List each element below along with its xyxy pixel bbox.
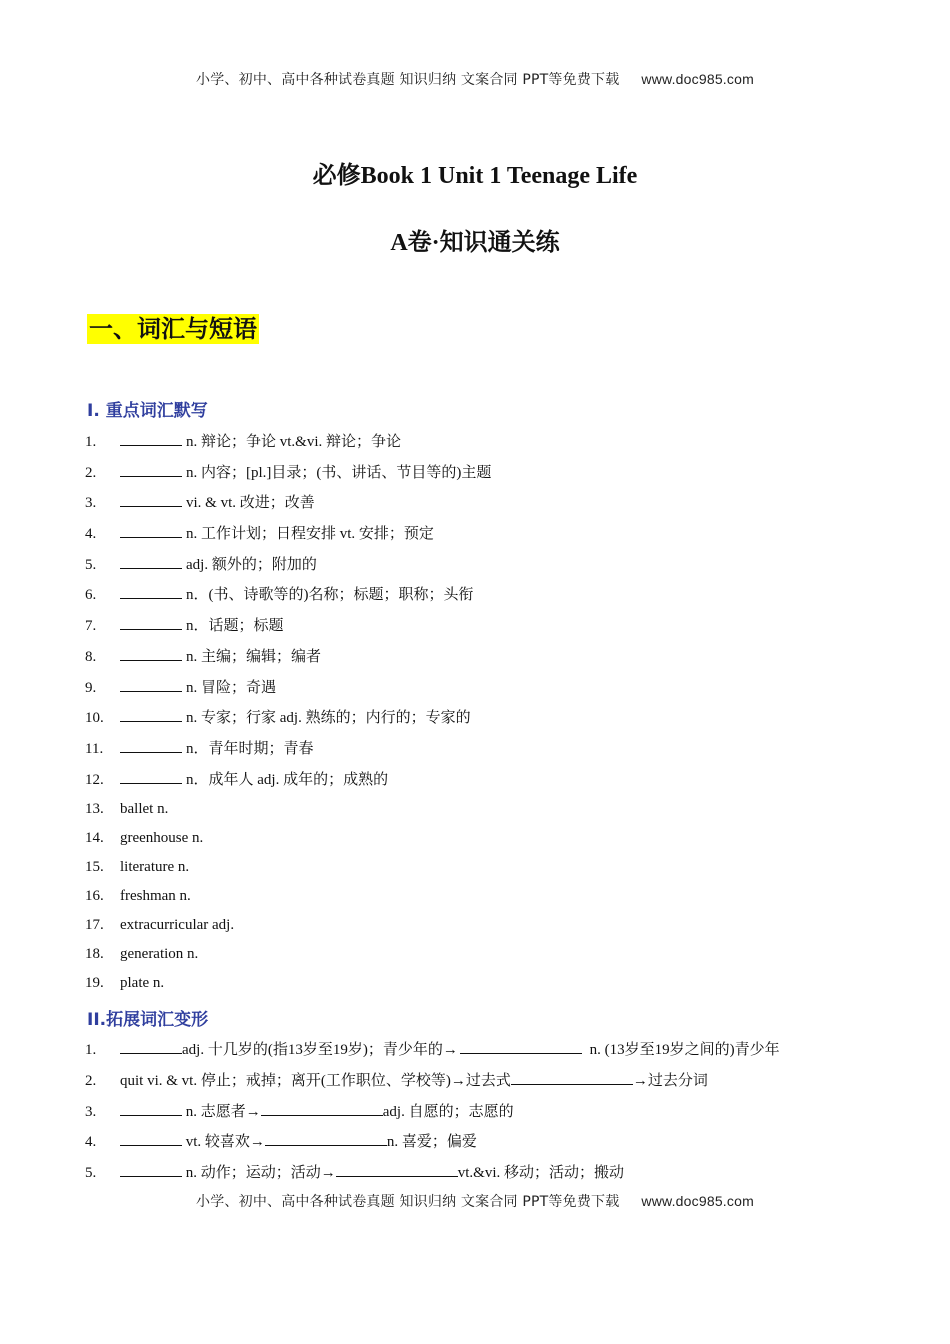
item-text: n．青年时期；青春 [186,740,314,757]
answer-blank[interactable] [120,769,182,784]
item-number: 6. [85,587,97,604]
item-number: 2. [85,464,97,481]
item-number: 5. [85,1165,97,1182]
answer-blank[interactable] [120,738,182,753]
list-item [85,882,910,911]
list-item [85,519,910,550]
header-site: www.doc985.com [641,71,754,87]
item-text: literature n. [120,859,190,875]
answer-blank-2[interactable] [460,1039,582,1054]
item-text-b: adj. 自愿的；志愿的 [382,1103,514,1120]
answer-blank[interactable] [120,462,182,477]
answer-blank[interactable] [120,707,182,722]
answer-blank[interactable] [120,615,182,630]
item-number: 5. [85,556,97,573]
item-text-a: n. 动作；运动；活动→ [182,1165,336,1182]
item-number: 15. [85,859,104,875]
list-item [85,734,910,765]
answer-blank[interactable] [120,1162,182,1177]
item-number: 2. [85,1072,97,1089]
item-number: 4. [85,1134,97,1151]
item-text: freshman n. [120,888,191,904]
list-item [85,765,910,796]
item-number: 13. [85,801,104,817]
list-item [85,580,910,611]
part1-plain-list [85,795,910,998]
footer-text: 小学、初中、高中各种试卷真题 知识归纳 文案合同 PPT等免费下载 [196,1194,620,1210]
item-number: 17. [85,917,104,933]
item-number: 12. [85,771,104,788]
list-item [85,795,910,824]
item-number: 3. [85,1103,97,1120]
section-title: 一、词汇与短语 [89,315,257,343]
list-item [85,1158,910,1189]
answer-blank[interactable] [120,554,182,569]
list-item [85,458,910,489]
list-item [85,853,910,882]
footer-site: www.doc985.com [641,1193,754,1209]
item-text: extracurricular adj. [120,917,235,933]
item-text: vi. & vt. 改进；改善 [186,495,315,512]
item-text: n．成年人 adj. 成年的；成熟的 [186,771,389,788]
item-text-a: vt. 较喜欢→ [182,1134,265,1151]
header-text: 小学、初中、高中各种试卷真题 知识归纳 文案合同 PPT等免费下载 [196,72,620,88]
list-item [85,488,910,519]
answer-blank[interactable] [120,646,182,661]
item-number: 18. [85,946,104,962]
answer-blank[interactable] [120,1131,182,1146]
item-text: n．话题；标题 [186,618,284,635]
part2-heading: II.拓展词汇变形 [87,1010,209,1030]
list-item [85,1035,910,1066]
item-number: 10. [85,710,104,727]
list-item [85,1066,910,1097]
item-text-a: adj. 十几岁的(指13岁至19岁)；青少年的→ [182,1042,458,1058]
answer-blank-2[interactable] [261,1101,383,1116]
item-number: 8. [85,648,97,665]
item-text: n. 主编；编辑；编者 [186,648,322,665]
answer-blank[interactable] [120,584,182,599]
item-number: 19. [85,975,104,991]
list-item [85,1097,910,1128]
item-text: n. 内容；[pl.]目录；(书、讲话、节目等的)主题 [186,464,492,481]
answer-blank[interactable] [120,492,182,507]
part1-heading: I. 重点词汇默写 [87,401,208,421]
item-text-b: n. 喜爱；偏爱 [386,1134,477,1151]
list-item [85,969,910,998]
answer-blank[interactable] [120,677,182,692]
item-text-b: vt.&vi. 移动；活动；搬动 [457,1165,625,1182]
item-number: 11. [85,740,104,757]
answer-blank[interactable] [120,1101,182,1116]
item-text: n．(书、诗歌等的)名称；标题；职称；头衔 [186,587,474,604]
item-number: 1. [85,434,97,450]
item-text: adj. 额外的；附加的 [186,556,317,573]
item-text: plate n. [120,975,165,991]
answer-blank[interactable] [120,523,182,538]
item-text-a: n. 志愿者→ [182,1103,261,1120]
item-text: greenhouse n. [120,830,204,846]
item-number: 7. [85,618,97,635]
part1-list [85,427,910,795]
item-number: 1. [85,1042,97,1058]
item-text: n. 辩论；争论 vt.&vi. 辩论；争论 [186,434,402,450]
item-number: 3. [85,495,97,512]
list-item [85,611,910,642]
item-text-pre: quit vi. & vt. 停止；戒掉；离开(工作职位、学校等)→过去式 [120,1072,511,1089]
list-item [85,824,910,853]
page-header [0,69,950,89]
list-item [85,911,910,940]
list-item [85,550,910,581]
page-subtitle: A卷·知识通关练 [390,230,560,256]
list-item [85,427,910,458]
list-item [85,673,910,704]
item-text: n. 冒险；奇遇 [186,679,277,696]
item-number: 16. [85,888,104,904]
answer-blank-2[interactable] [265,1131,387,1146]
list-item [85,1127,910,1158]
page-title: 必修Book 1 Unit 1 Teenage Life [312,163,638,189]
item-number: 4. [85,526,97,543]
answer-blank[interactable] [120,1039,182,1054]
answer-blank-2[interactable] [336,1162,458,1177]
list-item [85,940,910,969]
item-number: 9. [85,679,97,696]
page-footer [0,1191,950,1211]
answer-blank[interactable] [120,431,182,446]
item-text: n. 工作计划；日程安排 vt. 安排；预定 [186,526,434,543]
part2-list [85,1035,910,1189]
item-number: 14. [85,830,104,846]
item-text: generation n. [120,946,199,962]
item-text-b: n. (13岁至19岁之间的)青少年 [585,1042,780,1058]
item-text: ballet n. [120,801,169,817]
item-text: n. 专家；行家 adj. 熟练的；内行的；专家的 [186,710,471,727]
list-item [85,703,910,734]
item-text-b: →过去分词 [632,1072,708,1089]
answer-blank[interactable] [511,1070,633,1085]
list-item [85,642,910,673]
